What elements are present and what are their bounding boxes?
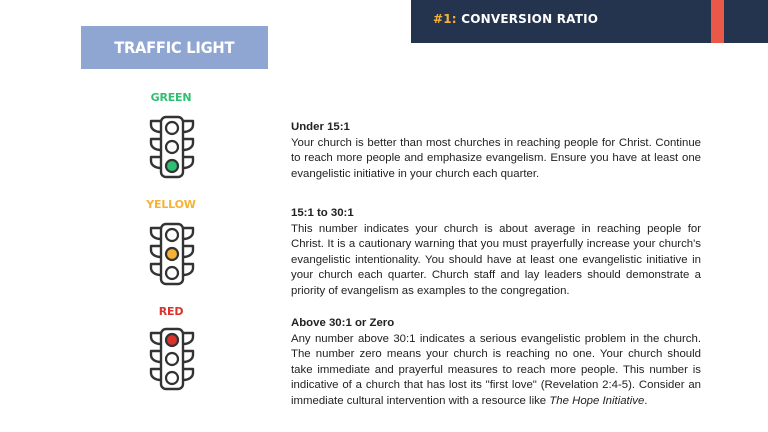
section-15-to-30 [291, 206, 701, 299]
section-heading: Above 30:1 or Zero [291, 317, 395, 329]
yellow-label: YELLOW [146, 198, 196, 211]
section-body: Your church is better than most churches in reaching people for Christ. Continue to reach more people and emphasize evangelism. Ensure you have at least one evangelistic initiative in your church each quarter. [291, 136, 701, 180]
section-under-15 [291, 120, 701, 182]
header-number: #1: [433, 12, 457, 26]
section-heading: Under 15:1 [291, 121, 350, 133]
section-body: Any number above 30:1 indicates a serious evangelistic problem in the church. The number zero means your church is reaching no one. Your church should take immediate and prayerful measures to reach more people. This number is indicative of a church that has lost its "first love" (Revelation 2:4-5). Consider an immediate cultural intervention with a resource like [291, 332, 701, 407]
section-body-wrapper [291, 332, 701, 410]
title-box [81, 26, 268, 69]
traffic-light-green-icon [148, 115, 196, 179]
traffic-light-red-icon [148, 327, 196, 391]
header-bar [411, 0, 768, 43]
resource-title: The Hope Initiative [549, 394, 645, 407]
section-body-tail: . [644, 394, 648, 407]
section-body: This number indicates your church is about average in reaching people for Christ. It is a cautionary warning that you must prayerfully increase your church's evangelistic intentionality. You should have at least one evangelistic initiative in your church each quarter. Church staff and lay leaders should demonstrate a priority of evangelism as examples to the congregation. [291, 222, 701, 297]
traffic-light-yellow-icon [148, 222, 196, 286]
page-title: TRAFFIC LIGHT [114, 38, 235, 57]
red-label: RED [158, 305, 184, 318]
green-label: GREEN [150, 91, 192, 104]
header-label: CONVERSION RATIO [461, 12, 599, 26]
header-title [433, 12, 598, 26]
section-heading: 15:1 to 30:1 [291, 207, 354, 219]
section-above-30 [291, 316, 701, 409]
header-accent-stripe [711, 0, 724, 43]
